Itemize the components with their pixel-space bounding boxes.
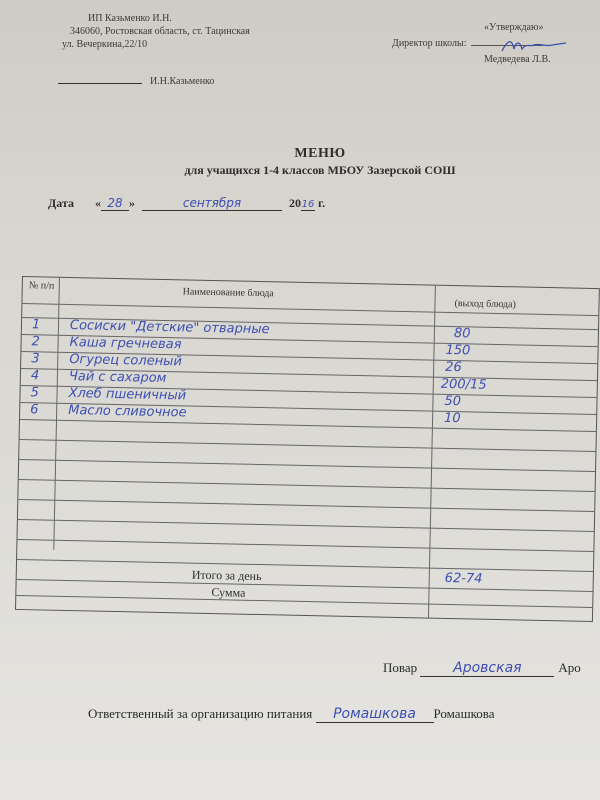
row-5-output: 50 — [444, 393, 462, 410]
row-3-num: 3 — [31, 351, 40, 367]
approved-label: «Утверждаю» — [484, 22, 544, 33]
cook-signature: Аровская — [420, 660, 554, 677]
row-2-output: 150 — [445, 342, 471, 359]
date-month: сентября — [142, 196, 282, 211]
row-line — [18, 499, 594, 512]
row-3-output: 26 — [445, 359, 462, 376]
row-6-name: Масло сливочное — [68, 402, 187, 421]
company-name: ИП Казьменко И.Н. — [88, 13, 172, 24]
row-2-num: 2 — [31, 334, 41, 350]
owner-name: И.Н.Казьменко — [150, 76, 215, 87]
row-4-output: 200/15 — [440, 376, 487, 393]
row-line — [17, 539, 593, 552]
menu-table — [15, 276, 600, 622]
responsible-signature: Ромашкова — [316, 706, 434, 723]
row-line — [20, 419, 596, 432]
menu-title: МЕНЮ — [294, 146, 346, 161]
row-line — [19, 459, 595, 472]
company-address-1: 346060, Ростовская область, ст. Тацинская — [70, 26, 250, 37]
row-line — [19, 479, 595, 492]
cook-label: Повар — [383, 660, 418, 675]
company-block — [62, 12, 250, 51]
row-5-name: Хлеб пшеничный — [68, 386, 187, 404]
header-name: Наименование блюда — [182, 286, 274, 300]
header-num: № п/п — [28, 280, 55, 292]
row-line — [16, 595, 592, 608]
row-1-num: 1 — [31, 317, 41, 333]
row-4-name: Чай с сахаром — [68, 369, 167, 387]
row-1-name: Сосиски "Детские" отварные — [69, 318, 270, 338]
date-year-suffix: 16 — [301, 199, 315, 210]
row-6-output: 10 — [443, 410, 461, 427]
date-year-prefix: 20 — [289, 196, 301, 210]
row-line — [17, 579, 593, 592]
row-line — [20, 439, 596, 452]
sum-label: Сумма — [211, 585, 246, 600]
responsible-label: Ответственный за организацию питания — [88, 706, 313, 721]
date-day: 28 — [101, 196, 129, 211]
total-value: 62-74 — [444, 570, 483, 587]
row-3-name: Огурец соленый — [69, 352, 183, 370]
row-line — [17, 559, 593, 572]
responsible-row — [88, 706, 494, 723]
row-1-output: 80 — [453, 326, 471, 342]
date-year-unit: г. — [318, 196, 326, 210]
date-label: Дата — [48, 196, 74, 210]
director-signature — [500, 37, 570, 55]
responsible-name: Ромашкова — [433, 706, 495, 721]
row-4-num: 4 — [30, 368, 40, 384]
company-address-2: ул. Вечеркина,22/10 — [62, 39, 148, 50]
date-row: Дата « 28 » сентября 2016 г. — [48, 196, 326, 210]
row-2-name: Каша гречневая — [69, 335, 182, 353]
row-6-num: 6 — [30, 402, 39, 418]
header-output: (выход блюда) — [454, 298, 516, 311]
row-5-num: 5 — [30, 385, 39, 401]
total-label: Итого за день — [191, 567, 262, 584]
menu-subtitle: для учащихся 1-4 классов МБОУ Зазерской СОШ — [184, 163, 456, 177]
director-label: Директор школы: — [392, 38, 467, 49]
cook-name: Аро — [558, 660, 581, 675]
owner-signature-row — [58, 76, 214, 87]
director-name: Медведева Л.В. — [484, 54, 551, 65]
owner-sign-line — [58, 83, 142, 84]
row-line — [18, 519, 594, 532]
cook-row — [383, 660, 581, 677]
